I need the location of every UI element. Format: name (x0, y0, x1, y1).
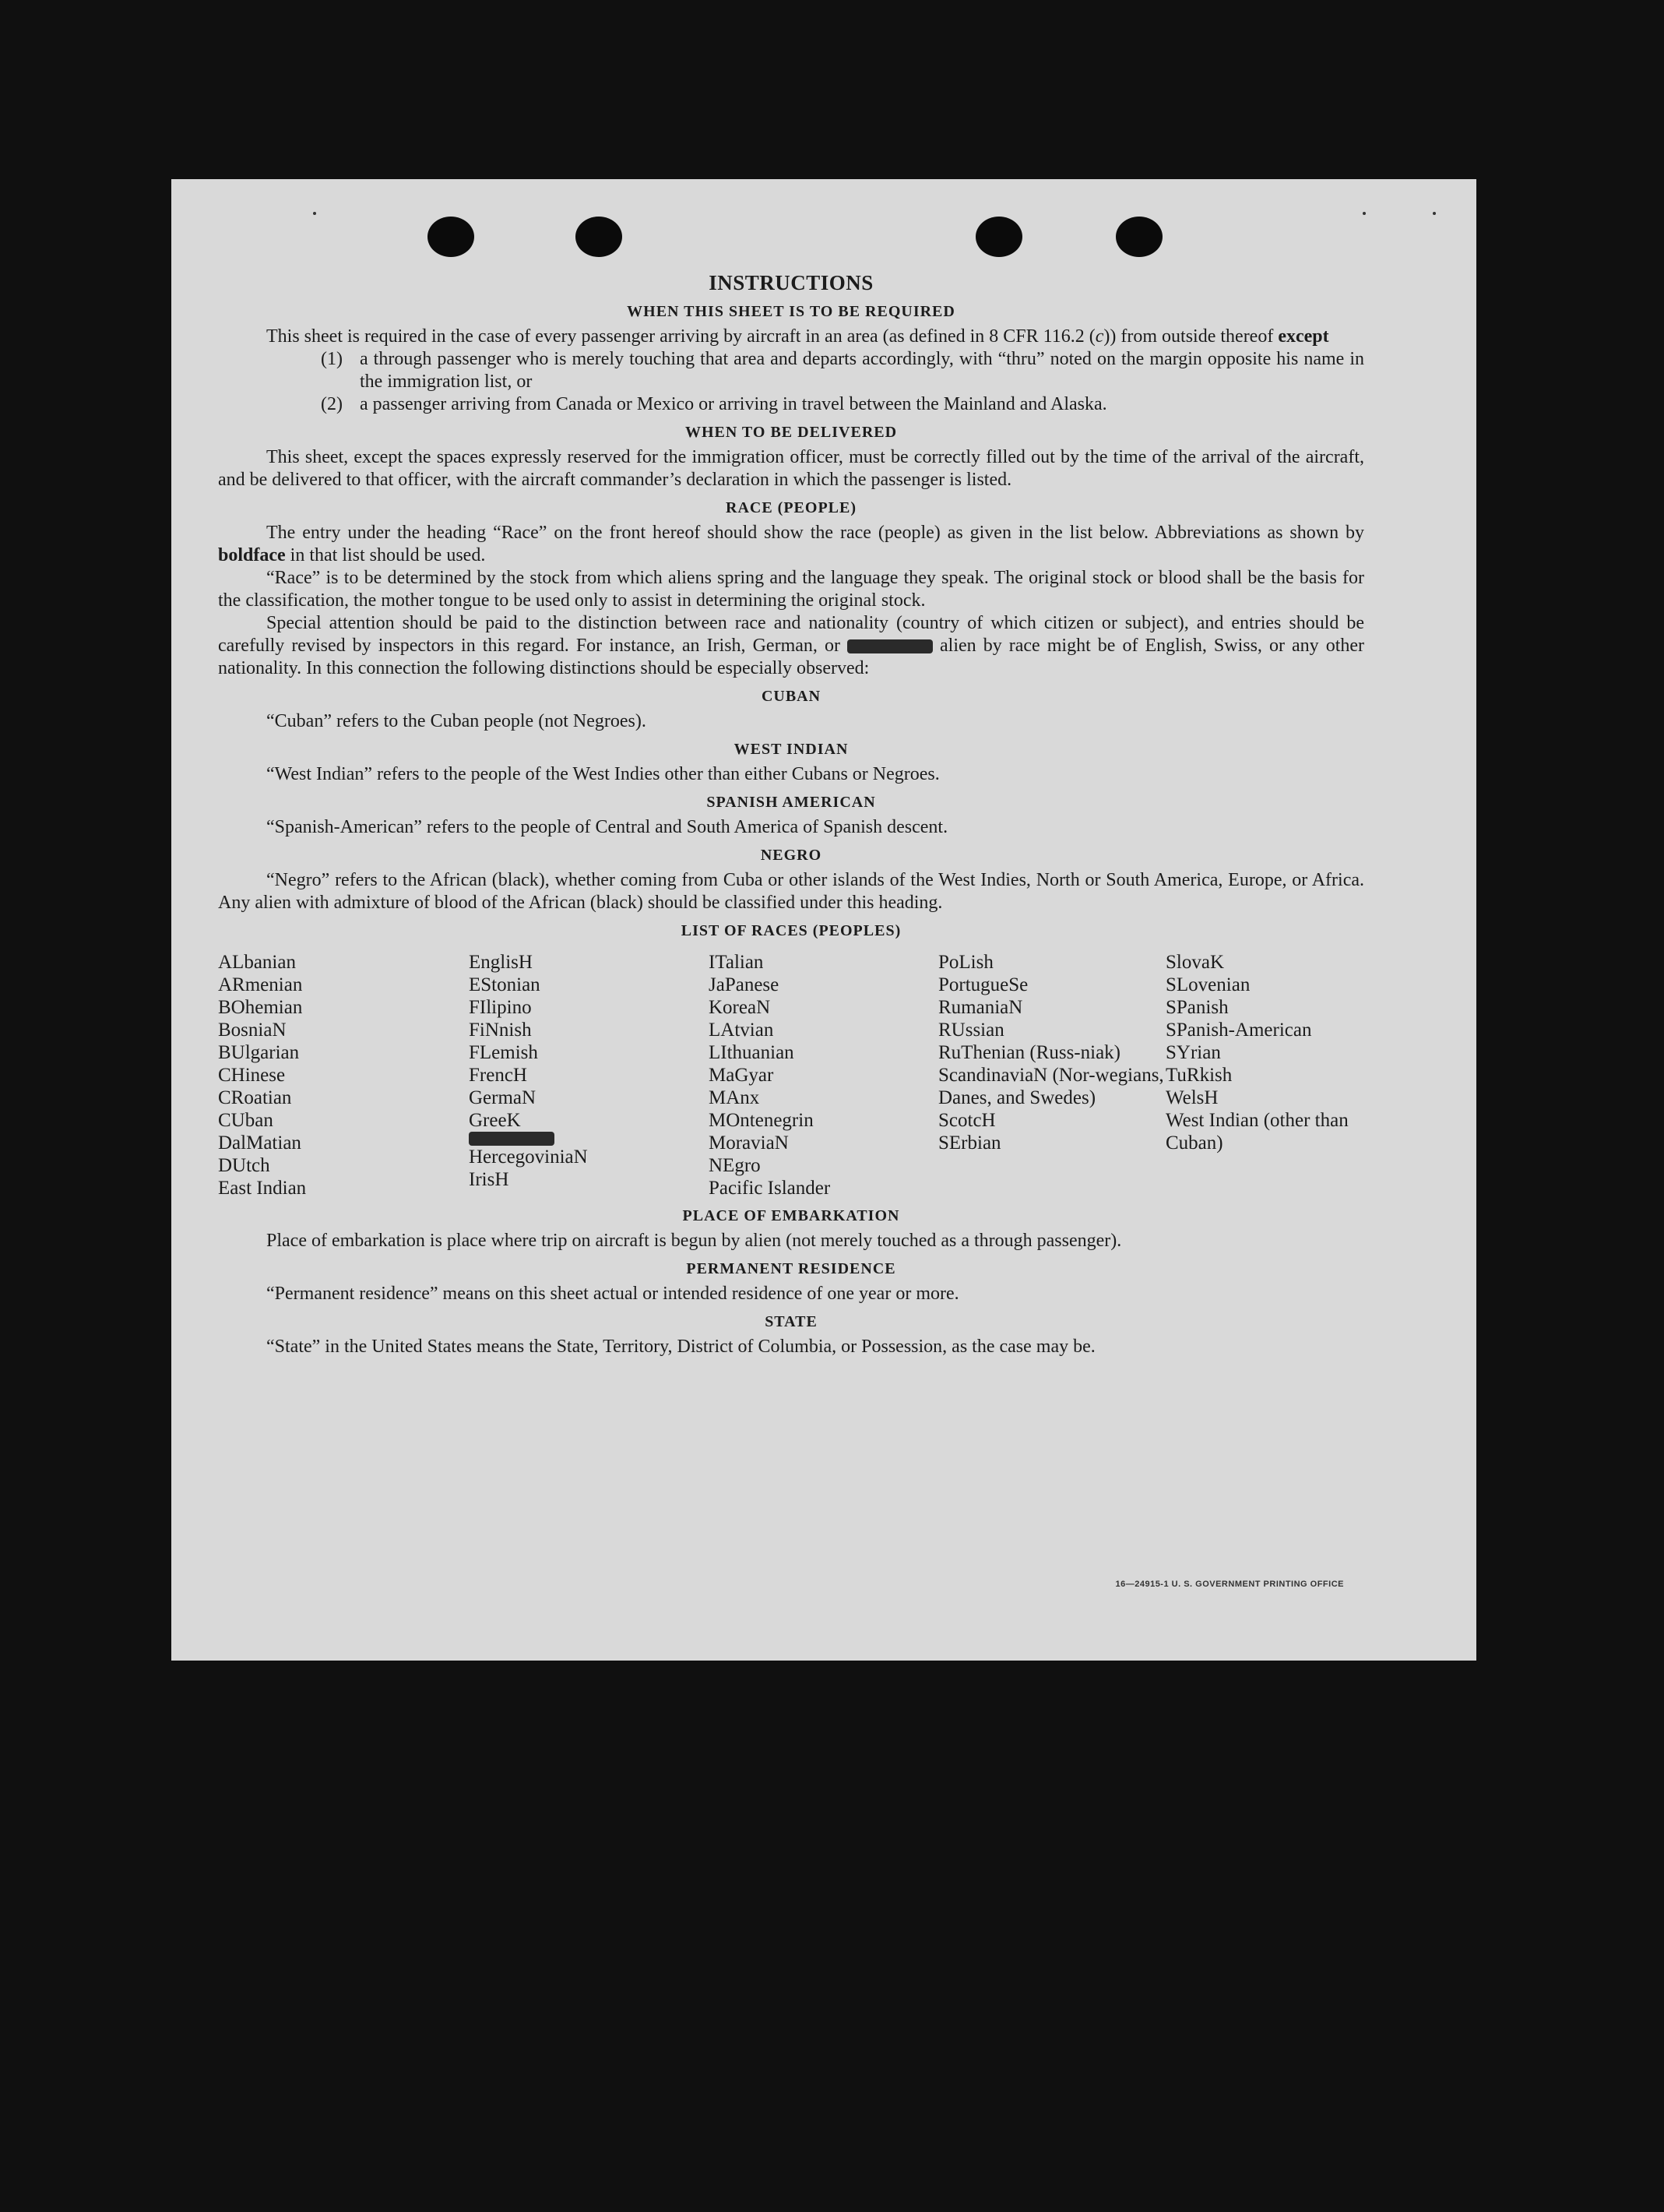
race-entry: East Indian (218, 1178, 307, 1199)
race-entry: JaPanese (709, 974, 779, 995)
race-entry: SLovenian (1166, 974, 1251, 995)
race-entry: MAnx (709, 1087, 760, 1108)
race-paragraph: Special attention should be paid to the distinction between race and nationality (country of which citizen or subject), and entries should be carefully revised by inspectors in this regard. For instance, an Irish, German, or alien by race might be of English, Swiss, or any other nationality. In this connection the following distinctions should be especially observed: (218, 613, 1365, 678)
negro-text: “Negro” refers to the African (black), whether coming from Cuba or other islands of the West Indies, North or South America, Europe, or Africa. Any alien with admixture of blood of the African (black) should be classified under this heading. (218, 870, 1364, 913)
punch-hole (575, 217, 622, 257)
cuban-text: “Cuban” refers to the Cuban people (not Negroes). (266, 711, 646, 731)
race-entry: LIthuanian (709, 1042, 794, 1063)
races-column (218, 951, 469, 1199)
race-entry: FiNnish (469, 1020, 532, 1041)
race-entry: PortugueSe (938, 974, 1029, 995)
west-indian-text: “West Indian” refers to the people of the West Indies other than either Cubans or Negroes. (266, 764, 940, 784)
race-entry: ALbanian (218, 952, 296, 973)
race-entry: RUssian (938, 1020, 1004, 1041)
race-entry: CRoatian (218, 1087, 292, 1108)
list-item: (1) a through passenger who is merely touching that area and departs accordingly, with “thru” noted on the margin opposite his name in the immigration list, or (321, 349, 1364, 392)
section-heading: LIST OF RACES (PEOPLES) (681, 922, 902, 939)
redaction-mark (847, 639, 933, 653)
race-entry: CHinese (218, 1065, 286, 1086)
printing-office-footer: 16—24915-1 U. S. GOVERNMENT PRINTING OFFICE (1115, 1580, 1344, 1589)
race-entry: SlovaK (1166, 952, 1224, 973)
race-entry: RuThenian (Russ-niak) (938, 1042, 1120, 1063)
punch-hole (976, 217, 1022, 257)
punch-hole (427, 217, 474, 257)
speck (1363, 212, 1366, 215)
races-column (709, 951, 938, 1199)
race-entry: KoreaN (709, 997, 771, 1018)
section-heading: SPANISH AMERICAN (706, 794, 876, 811)
race-entry: EStonian (469, 974, 540, 995)
race-entry: WelsH (1166, 1087, 1219, 1108)
section-heading: WEST INDIAN (733, 741, 849, 758)
when-required-text: This sheet is required in the case of every passenger arriving by aircraft in an area (as defined in 8 CFR 116.2 (c)) from outside thereof except (266, 326, 1329, 347)
race-entry: DalMatian (218, 1132, 301, 1154)
race-entry: DUtch (218, 1155, 270, 1176)
section-heading: CUBAN (761, 688, 821, 705)
race-entry: FLemish (469, 1042, 538, 1063)
race-entry: SErbian (938, 1132, 1001, 1154)
race-entry: GreeK (469, 1110, 521, 1131)
race-entry: ARmenian (218, 974, 303, 995)
embarkation-text: Place of embarkation is place where trip on aircraft is begun by alien (not merely touched as a through passenger). (266, 1231, 1122, 1251)
redacted-race-entry (469, 1132, 709, 1146)
section-heading: RACE (PEOPLE) (726, 499, 857, 516)
race-entry: IrisH (469, 1169, 509, 1190)
instructions-content (218, 271, 1364, 1358)
races-column (469, 951, 709, 1199)
spanish-american-text: “Spanish-American” refers to the people of Central and South America of Spanish descent. (266, 817, 948, 837)
section-heading: STATE (765, 1313, 818, 1330)
race-entry: GermaN (469, 1087, 536, 1108)
race-entry: NEgro (709, 1155, 761, 1176)
race-entry: ScandinaviaN (Nor-wegians, Danes, and Swedes) (938, 1065, 1164, 1108)
race-entry: HercegoviniaN (469, 1147, 588, 1168)
when-delivered-text: This sheet, except the spaces expressly reserved for the immigration officer, must be correctly filled out by the time of the arrival of the aircraft, and be delivered to that officer, with the aircraft commander’s declaration in which the passenger is listed. (218, 447, 1364, 490)
redaction-mark (469, 1132, 554, 1146)
race-entry: PoLish (938, 952, 994, 973)
race-entry: BUlgarian (218, 1042, 300, 1063)
race-entry: SPanish (1166, 997, 1229, 1018)
section-heading: WHEN THIS SHEET IS TO BE REQUIRED (627, 303, 955, 320)
race-entry: TuRkish (1166, 1065, 1233, 1086)
residence-text: “Permanent residence” means on this sheet actual or intended residence of one year or more. (266, 1284, 959, 1304)
race-entry: MaGyar (709, 1065, 774, 1086)
document-sheet (171, 179, 1476, 1661)
race-entry: West Indian (other than Cuban) (1166, 1110, 1349, 1154)
speck (1433, 212, 1436, 215)
race-entry: BosniaN (218, 1020, 287, 1041)
state-text: “State” in the United States means the State, Territory, District of Columbia, or Possession, as the case may be. (266, 1337, 1096, 1357)
race-entry: FrencH (469, 1065, 527, 1086)
races-column (938, 951, 1166, 1199)
race-entry: FIlipino (469, 997, 532, 1018)
race-entry: RumaniaN (938, 997, 1023, 1018)
race-entry: SYrian (1166, 1042, 1221, 1063)
race-entry: ITalian (709, 952, 764, 973)
section-heading: PERMANENT RESIDENCE (686, 1260, 896, 1277)
race-paragraph: “Race” is to be determined by the stock from which aliens spring and the language they speak. The original stock or blood shall be the basis for the classification, the mother tongue to be used only to assist in determining the original stock. (218, 568, 1364, 611)
page-title: INSTRUCTIONS (709, 271, 874, 294)
races-column (1166, 951, 1364, 1199)
section-heading: WHEN TO BE DELIVERED (684, 424, 898, 441)
races-list (218, 951, 1364, 1199)
race-entry: LAtvian (709, 1020, 774, 1041)
list-item: (2) a passenger arriving from Canada or Mexico or arriving in travel between the Mainland and Alaska. (321, 394, 1107, 414)
race-entry: BOhemian (218, 997, 303, 1018)
race-entry: SPanish-American (1166, 1020, 1312, 1041)
race-entry: ScotcH (938, 1110, 996, 1131)
race-entry: MoraviaN (709, 1132, 789, 1154)
race-entry: MOntenegrin (709, 1110, 814, 1131)
section-heading: NEGRO (760, 847, 822, 864)
race-entry: Pacific Islander (709, 1178, 831, 1199)
race-paragraph: The entry under the heading “Race” on the front hereof should show the race (people) as given in the list below. Abbreviations as shown by boldface in that list should be used. (218, 523, 1364, 565)
race-entry: EnglisH (469, 952, 533, 973)
speck (313, 212, 316, 215)
race-entry: CUban (218, 1110, 273, 1131)
section-heading: PLACE OF EMBARKATION (682, 1207, 900, 1224)
punch-hole (1116, 217, 1163, 257)
